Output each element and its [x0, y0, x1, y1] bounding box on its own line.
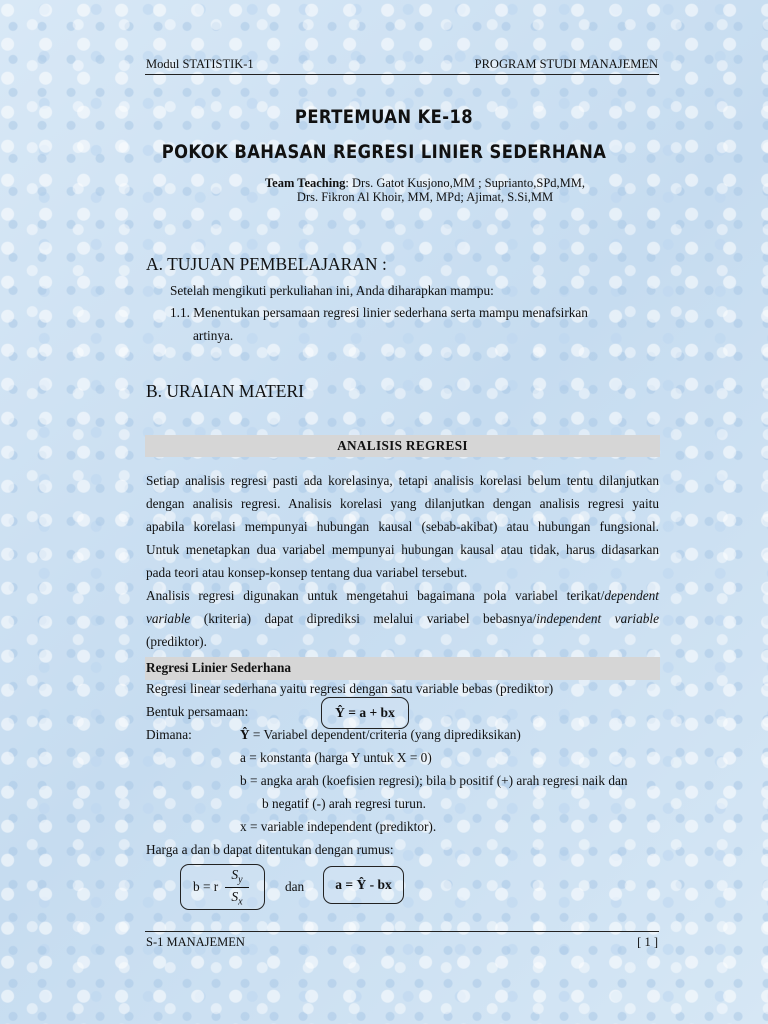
header-right: PROGRAM STUDI MANAJEMEN: [474, 57, 658, 71]
section-a-item1-line1: 1.1. Menentukan persamaan regresi linier sederhana serta mampu menafsirkan: [170, 305, 588, 320]
para2-line3: (prediktor).: [146, 634, 207, 649]
b-numerator: [225, 867, 249, 886]
para2-italic-dependent: dependent: [604, 588, 659, 603]
para2-line2: [146, 611, 659, 627]
page-title: PERTEMUAN KE-18: [294, 106, 474, 128]
page-subtitle: POKOK BAHASAN REGRESI LINIER SEDERHANA: [161, 141, 607, 163]
form-equation: Ŷ = a + bx: [335, 705, 395, 720]
section-b-heading: B. URAIAN MATERI: [146, 381, 304, 401]
b-denominator: [225, 889, 249, 908]
para2-italic-independent: independent variable: [536, 611, 659, 626]
b-formula-box: [180, 864, 265, 910]
footer-rule: [145, 931, 659, 932]
sub-band-title: Regresi Linier Sederhana: [146, 660, 292, 675]
form-equation-box: [321, 697, 409, 729]
section-a-intro: Setelah mengikuti perkuliahan ini, Anda diharapkan mampu:: [170, 283, 494, 298]
section-a-item1-line2: artinya.: [193, 328, 234, 343]
where-y-text: = Variabel dependent/criteria (yang diprediksikan): [249, 727, 521, 742]
section-a-heading: A. TUJUAN PEMBELAJARAN :: [146, 254, 387, 274]
where-b-line2: b negatif (-) arah regresi turun.: [262, 796, 426, 811]
where-b-line1: b = angka arah (koefisien regresi); bila b positif (+) arah regresi naik dan: [240, 773, 628, 788]
where-x: x = variable independent (prediktor).: [240, 819, 437, 834]
team-line-2: Drs. Fikron Al Khoir, MM, MPd; Ajimat, S.Si,MM: [296, 190, 554, 204]
b-den-s: S: [231, 888, 239, 904]
para1-line1: Setiap analisis regresi pasti ada korelasinya, tetapi analisis korelasi belum tentu dilanjutkan: [146, 473, 659, 488]
para1-line2: dengan analisis regresi. Analisis korelasi yang dilanjutkan dengan analisis regresi yaitu: [146, 496, 659, 511]
definition: Regresi linear sederhana yaitu regresi dengan satu variable bebas (prediktor): [146, 681, 554, 696]
b-num-sub: y: [238, 874, 243, 886]
band-title: ANALISIS REGRESI: [337, 438, 468, 453]
page-number: [ 1 ]: [637, 935, 658, 949]
b-num-s: S: [231, 867, 239, 882]
para2-text-1: Analisis regresi digunakan untuk mengetahui bagaimana pola variabel terikat/: [146, 588, 605, 603]
para1-line3: apabila korelasi mempunyai hubungan kausal (sebab-akibat) atau hubungan fungsional.: [146, 519, 659, 534]
where-y-symbol: Ŷ: [240, 727, 250, 742]
b-formula-prefix: b = r: [193, 879, 219, 894]
team-line-1: [0, 176, 768, 191]
where-label: Dimana:: [146, 727, 192, 742]
a-formula-box: [323, 866, 404, 904]
where-y: [240, 727, 521, 743]
header-left: Modul STATISTIK-1: [146, 57, 254, 71]
para2-italic-variable: variable: [146, 611, 191, 626]
b-den-sub: x: [238, 896, 243, 908]
where-a: a = konstanta (harga Y untuk X = 0): [240, 750, 432, 765]
para2-text-2: (kriteria) dapat diprediksi melalui variabel bebasnya/: [190, 611, 537, 626]
team-names-1: : Drs. Gatot Kusjono,MM ; Suprianto,SPd,MM,: [345, 176, 586, 190]
b-fraction: [225, 867, 249, 907]
footer-left: S-1 MANAJEMEN: [146, 935, 245, 949]
team-label: Team Teaching: [264, 176, 346, 190]
regresi-linier-band: [145, 657, 660, 680]
analisis-regresi-band: [145, 435, 660, 457]
header-rule: [145, 74, 659, 75]
a-formula: a = Ŷ - bx: [335, 877, 392, 892]
form-label: Bentuk persamaan:: [146, 704, 249, 719]
rumus-intro: Harga a dan b dapat ditentukan dengan rumus:: [146, 842, 394, 857]
dan-text: dan: [285, 879, 305, 894]
para1-line4: Untuk menetapkan dua variabel mempunyai hubungan kausal atau tidak, harus didasarkan: [146, 542, 659, 557]
para2-line1: [146, 588, 659, 604]
para1-line5: pada teori atau konsep-konsep tentang dua variabel tersebut.: [146, 565, 468, 580]
fraction-bar: [225, 887, 249, 888]
